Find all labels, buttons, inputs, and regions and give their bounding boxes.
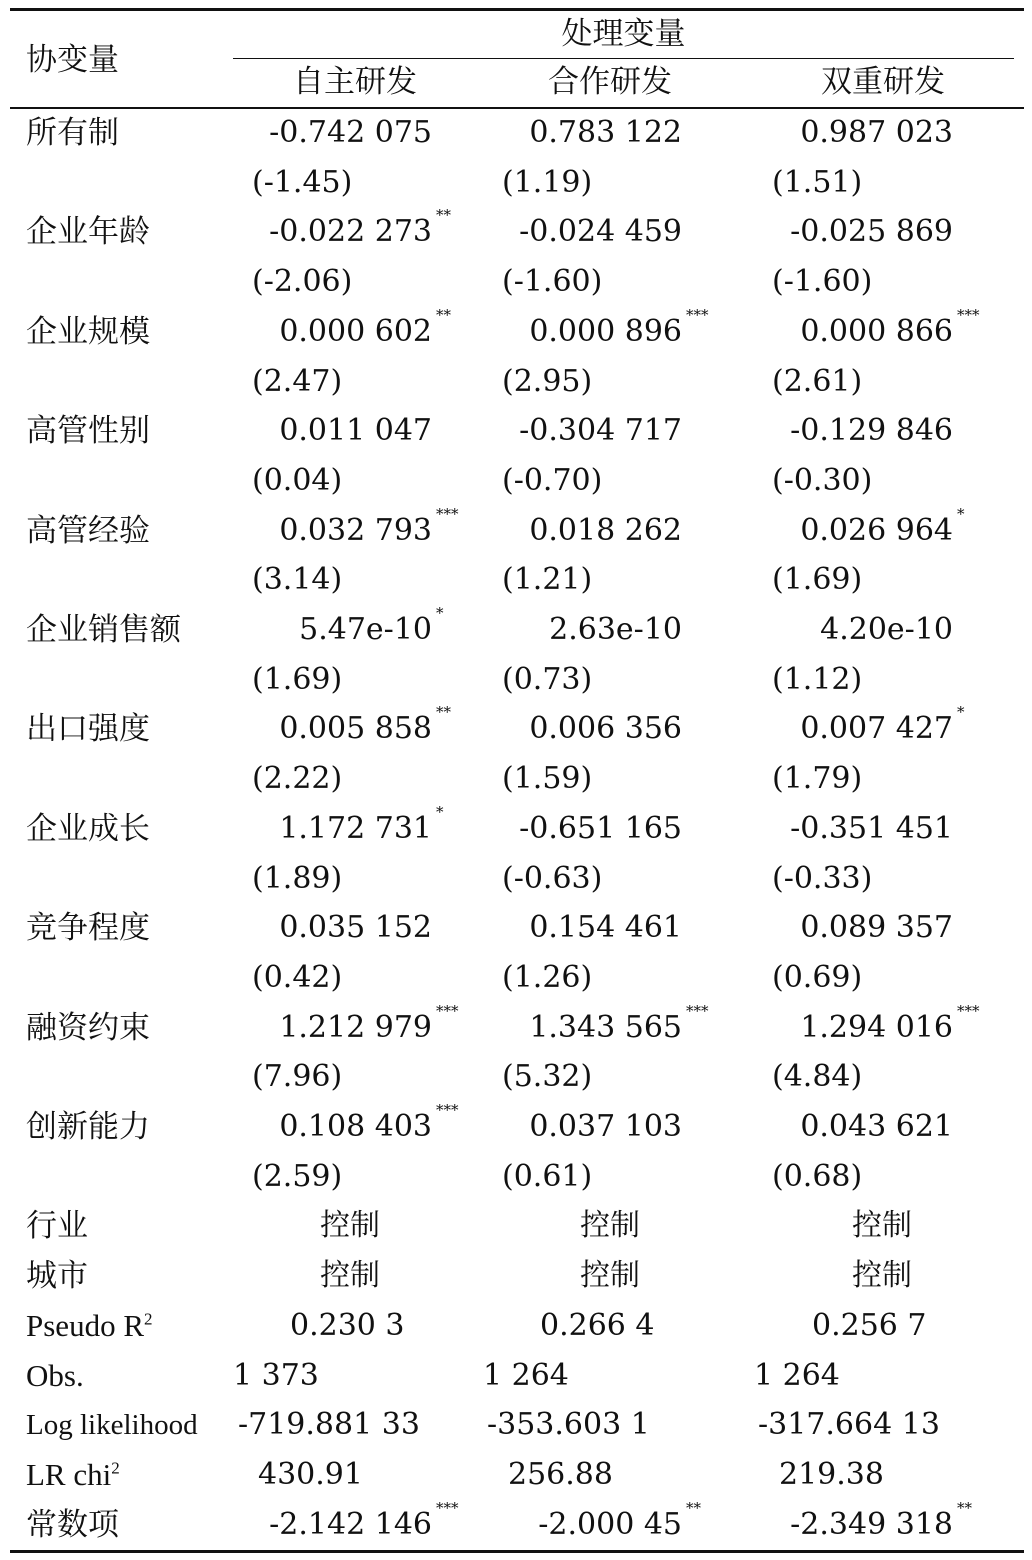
t-stat-cell: (2.61) bbox=[772, 363, 863, 399]
coef-value: 0.011 047 bbox=[279, 413, 432, 449]
t-stat-cell: (1.79) bbox=[772, 761, 863, 797]
t-stat-cell: (0.73) bbox=[502, 661, 593, 697]
lr-chi2-text: LR chi bbox=[26, 1456, 112, 1492]
coef-value: 0.000 896 *** bbox=[529, 305, 709, 349]
coef-cell bbox=[482, 214, 682, 250]
coef-cell bbox=[232, 305, 451, 350]
coef-value: 0.026 964 * bbox=[800, 504, 965, 548]
pseudo-r2-value: 0.256 7 bbox=[812, 1307, 927, 1343]
significance-marker: *** bbox=[686, 1001, 709, 1020]
significance-marker: ** bbox=[436, 703, 451, 722]
superscript: 2 bbox=[111, 1458, 120, 1478]
coef-value: 1.212 979 *** bbox=[279, 1001, 459, 1045]
t-stat-cell: (-1.60) bbox=[772, 264, 873, 300]
coef-value: 0.089 357 bbox=[800, 910, 953, 946]
row-label: 高管性别 bbox=[26, 413, 150, 450]
row-label: 竞争程度 bbox=[26, 910, 150, 947]
obs-value: 1 373 bbox=[233, 1357, 319, 1393]
treatment-header: 处理变量 bbox=[561, 16, 686, 52]
coef-cell bbox=[753, 413, 953, 449]
coef-cell bbox=[232, 802, 444, 847]
obs-value: 1 264 bbox=[754, 1357, 840, 1393]
coef-cell bbox=[482, 811, 682, 847]
coef-cell bbox=[482, 413, 682, 449]
pseudo-r2-value: 0.230 3 bbox=[290, 1307, 405, 1343]
significance-marker: * bbox=[436, 802, 444, 821]
constant-label: 常数项 bbox=[26, 1506, 119, 1543]
t-stat-cell: (-0.30) bbox=[772, 462, 873, 498]
coef-cell bbox=[482, 1109, 682, 1145]
coef-cell bbox=[753, 703, 965, 747]
coef-cell bbox=[482, 513, 682, 549]
obs-value: 1 264 bbox=[483, 1357, 569, 1393]
coef-value: -0.742 075 bbox=[269, 115, 432, 150]
significance-marker: ** bbox=[436, 305, 451, 324]
row-label: 出口强度 bbox=[26, 711, 150, 748]
col-header-independent: 自主研发 bbox=[293, 64, 417, 100]
significance-marker: *** bbox=[957, 1001, 980, 1020]
coef-cell bbox=[232, 413, 432, 449]
coef-cell bbox=[232, 206, 451, 250]
coef-value: 4.20e-10 bbox=[820, 612, 953, 647]
t-stat-cell: (2.59) bbox=[252, 1158, 343, 1194]
t-stat-cell: (-0.63) bbox=[502, 860, 603, 896]
t-stat-cell: (1.26) bbox=[502, 959, 593, 995]
coef-value: 0.032 793 *** bbox=[279, 504, 459, 548]
coef-cell bbox=[482, 305, 709, 350]
loglik-value: -719.881 33 bbox=[238, 1407, 420, 1443]
significance-marker: * bbox=[957, 504, 965, 523]
t-stat-cell: (1.69) bbox=[252, 661, 343, 697]
row-label: 企业销售额 bbox=[26, 612, 181, 648]
t-stat-cell: (2.95) bbox=[502, 363, 593, 399]
coef-value: -0.022 273 ** bbox=[269, 206, 451, 250]
coef-value: -0.651 165 bbox=[519, 810, 682, 846]
significance-marker: *** bbox=[686, 305, 709, 324]
loglik-value: -317.664 13 bbox=[758, 1407, 940, 1443]
bottom-rule bbox=[10, 1550, 1024, 1553]
t-stat-cell: (-2.06) bbox=[252, 264, 353, 300]
coef-cell bbox=[232, 1001, 459, 1046]
significance-marker: *** bbox=[436, 504, 459, 523]
coef-value: 0.000 602 ** bbox=[279, 305, 451, 349]
control-value: 控制 bbox=[320, 1258, 380, 1294]
coef-cell bbox=[753, 504, 965, 549]
t-stat-cell: (7.96) bbox=[252, 1059, 343, 1095]
coef-cell bbox=[482, 612, 682, 648]
row-label: 企业年龄 bbox=[26, 214, 150, 251]
coef-value: 1.343 565 *** bbox=[529, 1001, 709, 1045]
control-value: 控制 bbox=[852, 1208, 912, 1244]
row-label: 创新能力 bbox=[26, 1109, 150, 1145]
covariate-header: 协变量 bbox=[26, 42, 119, 78]
loglik-value: -353.603 1 bbox=[487, 1407, 650, 1443]
t-stat-cell: (2.47) bbox=[252, 363, 343, 399]
top-rule bbox=[10, 8, 1024, 11]
coef-value: 0.007 427 * bbox=[800, 703, 965, 747]
significance-marker: *** bbox=[436, 1001, 459, 1020]
lr-chi2-value: 219.38 bbox=[779, 1456, 884, 1492]
coef-value: 0.000 866 *** bbox=[800, 305, 980, 349]
t-stat-cell: (5.32) bbox=[502, 1059, 593, 1095]
coef-value: -0.024 459 bbox=[519, 214, 682, 250]
coef-value: -0.129 846 bbox=[790, 413, 953, 449]
coef-cell bbox=[482, 115, 682, 151]
coef-value: 0.108 403 *** bbox=[279, 1101, 459, 1144]
coef-value: 0.006 356 bbox=[529, 711, 682, 747]
obs-label: Obs. bbox=[26, 1357, 84, 1393]
coef-value: 0.018 262 bbox=[529, 512, 682, 548]
coef-value: 0.035 152 bbox=[279, 910, 432, 946]
coef-value: 1.172 731 * bbox=[279, 802, 444, 846]
lr-chi2-value: 430.91 bbox=[258, 1456, 363, 1492]
significance-marker: ** bbox=[436, 206, 451, 225]
t-stat-cell: (0.61) bbox=[502, 1158, 593, 1194]
control-value: 控制 bbox=[580, 1208, 640, 1244]
pseudo-r2-value: 0.266 4 bbox=[540, 1307, 655, 1343]
lr-chi2-label bbox=[26, 1457, 120, 1493]
t-stat-cell: (1.89) bbox=[252, 860, 343, 896]
row-label: 企业成长 bbox=[26, 810, 150, 847]
significance-marker: *** bbox=[436, 1498, 459, 1517]
coef-value: 0.005 858 ** bbox=[279, 703, 451, 747]
control-value: 控制 bbox=[852, 1258, 912, 1294]
coef-value: -0.304 717 bbox=[519, 413, 682, 449]
coef-cell bbox=[232, 1101, 459, 1145]
t-stat-cell: (1.12) bbox=[772, 661, 863, 697]
coef-cell bbox=[232, 1498, 459, 1543]
row-label: 所有制 bbox=[26, 115, 119, 151]
coef-value: 1.294 016 *** bbox=[800, 1001, 980, 1045]
col-header-dual: 双重研发 bbox=[821, 64, 945, 100]
constant-value: -2.142 146 *** bbox=[269, 1498, 459, 1542]
control-value: 控制 bbox=[320, 1208, 380, 1244]
coef-value: -0.025 869 bbox=[790, 214, 953, 250]
significance-marker: *** bbox=[957, 305, 980, 324]
t-stat-cell: (1.21) bbox=[502, 562, 593, 598]
coef-value: 0.154 461 bbox=[529, 910, 682, 946]
pseudo-r2-text: Pseudo R bbox=[26, 1307, 144, 1343]
t-stat-cell: (0.68) bbox=[772, 1158, 863, 1194]
coef-cell bbox=[482, 1498, 701, 1543]
t-stat-cell: (-0.70) bbox=[502, 462, 603, 498]
control-label: 城市 bbox=[26, 1258, 88, 1295]
coef-cell bbox=[753, 1001, 980, 1046]
coef-value: 0.987 023 bbox=[800, 115, 953, 150]
t-stat-cell: (1.19) bbox=[502, 164, 593, 200]
control-value: 控制 bbox=[580, 1258, 640, 1294]
coef-value: 0.043 621 bbox=[800, 1109, 953, 1144]
coef-value: -0.351 451 bbox=[790, 810, 953, 846]
constant-value: -2.349 318 ** bbox=[790, 1498, 972, 1542]
coef-cell bbox=[753, 305, 980, 350]
t-stat-cell: (-1.60) bbox=[502, 264, 603, 300]
t-stat-cell: (2.22) bbox=[252, 761, 343, 797]
coef-value: 0.037 103 bbox=[529, 1109, 682, 1144]
significance-marker: ** bbox=[686, 1498, 701, 1517]
row-label: 融资约束 bbox=[26, 1009, 150, 1046]
row-label: 企业规模 bbox=[26, 313, 150, 350]
significance-marker: * bbox=[436, 604, 444, 622]
t-stat-cell: (-0.33) bbox=[772, 860, 873, 896]
control-label: 行业 bbox=[26, 1208, 88, 1245]
t-stat-cell: (0.69) bbox=[772, 959, 863, 995]
t-stat-cell: (1.59) bbox=[502, 761, 593, 797]
coef-value: 5.47e-10 * bbox=[299, 604, 444, 647]
coef-cell bbox=[753, 612, 953, 648]
coef-cell bbox=[482, 910, 682, 946]
significance-marker: *** bbox=[436, 1101, 459, 1119]
t-stat-cell: (1.69) bbox=[772, 562, 863, 598]
t-stat-cell: (3.14) bbox=[252, 562, 343, 598]
pseudo-r2-label bbox=[26, 1308, 153, 1344]
t-stat-cell: (1.51) bbox=[772, 164, 863, 200]
coef-cell bbox=[232, 703, 451, 747]
row-label: 高管经验 bbox=[26, 512, 150, 549]
col-header-cooperative: 合作研发 bbox=[548, 64, 672, 100]
coef-cell bbox=[232, 604, 444, 648]
significance-marker: ** bbox=[957, 1498, 972, 1517]
coef-cell bbox=[753, 811, 953, 847]
t-stat-cell: (-1.45) bbox=[252, 164, 353, 200]
coef-cell bbox=[482, 1001, 709, 1046]
t-stat-cell: (4.84) bbox=[772, 1059, 863, 1095]
coef-cell bbox=[753, 910, 953, 946]
constant-value: -2.000 45 ** bbox=[538, 1498, 701, 1542]
significance-marker: * bbox=[957, 703, 965, 722]
coef-value: 2.63e-10 bbox=[549, 612, 682, 647]
t-stat-cell: (0.04) bbox=[252, 462, 343, 498]
lr-chi2-value: 256.88 bbox=[508, 1456, 613, 1492]
loglik-label: Log likelihood bbox=[26, 1409, 198, 1442]
coef-value: 0.783 122 bbox=[529, 115, 682, 150]
superscript: 2 bbox=[144, 1309, 153, 1329]
header-rule bbox=[10, 107, 1024, 109]
coef-cell bbox=[753, 115, 953, 151]
coef-cell bbox=[753, 1109, 953, 1145]
coef-cell bbox=[232, 115, 432, 151]
treatment-underline bbox=[233, 58, 1014, 59]
coef-cell bbox=[232, 910, 432, 946]
coef-cell bbox=[753, 1498, 972, 1543]
coef-cell bbox=[482, 711, 682, 747]
coef-cell bbox=[232, 504, 459, 549]
t-stat-cell: (0.42) bbox=[252, 959, 343, 995]
coef-cell bbox=[753, 214, 953, 250]
